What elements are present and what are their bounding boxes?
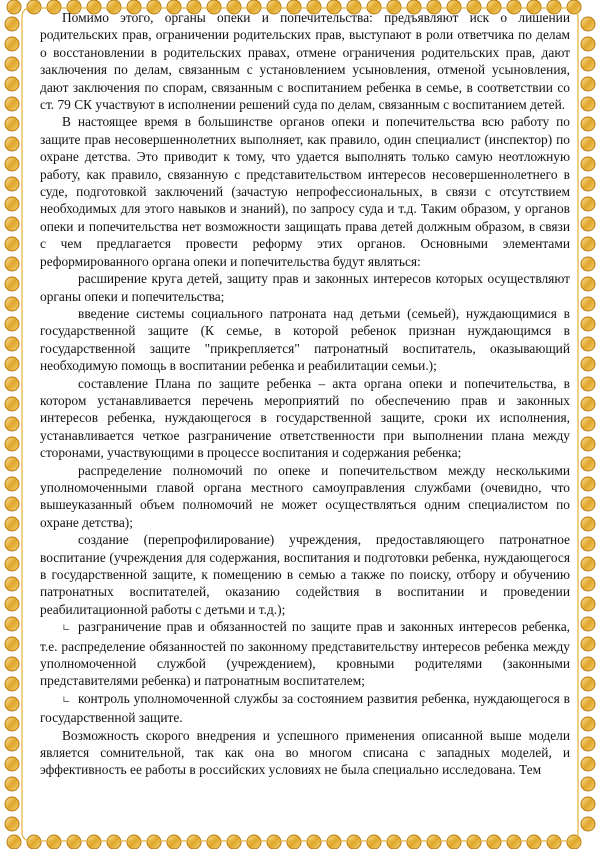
- frame-ornament: [407, 835, 421, 849]
- frame-ornament: [5, 317, 19, 331]
- frame-ornament: [5, 17, 19, 31]
- frame-ornament: [5, 757, 19, 771]
- paragraph-text: введение системы социального патроната над детьми (семьей), нуждающимися в государственной защите (К семье, в которой ребенок признан нуждающимся в государственной защите "прикрепляется" патронатный воспитатель, оказывающий необходимую помощь в воспитании ребенка и реабилитации семьи.);: [40, 305, 570, 374]
- frame-ornament: [5, 57, 19, 71]
- frame-ornament: [5, 257, 19, 271]
- frame-ornament: [5, 177, 19, 191]
- frame-ornament: [7, 0, 21, 14]
- frame-ornament: [5, 377, 19, 391]
- frame-ornament: [5, 417, 19, 431]
- frame-ornament: [5, 197, 19, 211]
- frame-ornament: [347, 835, 361, 849]
- frame-ornament: [5, 537, 19, 551]
- frame-ornament: [467, 835, 481, 849]
- frame-ornament: [167, 835, 181, 849]
- frame-ornament: [581, 477, 595, 491]
- frame-ornament: [447, 835, 461, 849]
- frame-ornament: [581, 797, 595, 811]
- frame-ornament: [581, 397, 595, 411]
- frame-ornament: [581, 517, 595, 531]
- document-body: [40, 9, 570, 779]
- frame-ornament: [581, 777, 595, 791]
- frame-ornament: [67, 835, 81, 849]
- frame-ornament: [5, 737, 19, 751]
- paragraph: [40, 113, 570, 270]
- frame-ornament: [581, 297, 595, 311]
- frame-ornament: [527, 835, 541, 849]
- frame-ornament: [581, 537, 595, 551]
- paragraph-text: расширение круга детей, защиту прав и законных интересов которых осуществляют органы опеки и попечительства;: [40, 271, 570, 304]
- frame-ornament: [5, 617, 19, 631]
- frame-ornament: [5, 597, 19, 611]
- frame-ornament: [581, 277, 595, 291]
- frame-ornament: [5, 137, 19, 151]
- frame-ornament: [5, 797, 19, 811]
- frame-ornament: [581, 437, 595, 451]
- frame-ornament: [127, 835, 141, 849]
- frame-ornament: [227, 835, 241, 849]
- frame-ornament: [7, 835, 21, 849]
- frame-ornament: [107, 835, 121, 849]
- frame-ornament: [581, 757, 595, 771]
- frame-ornament: [581, 97, 595, 111]
- frame-ornament: [5, 237, 19, 251]
- frame-ornament: [581, 17, 595, 31]
- frame-ornament: [5, 277, 19, 291]
- frame-ornament: [581, 37, 595, 51]
- frame-ornament: [147, 835, 161, 849]
- bullet-marker-icon: ∟: [62, 623, 71, 635]
- frame-ornament: [581, 577, 595, 591]
- frame-ornament: [581, 77, 595, 91]
- paragraph-text: Помимо этого, органы опеки и попечительства: предъявляют иск о лишении родительских прав, ограничении родительских прав, выступают в роли ответчика по делам о восстановлении в родительских правах, отмене ограничения родительских прав, дают заключения по делам, связанным с установлением усыновления, отменой усыновления, дают заключения по спорам, связанным с воспитанием ребенка в семье, в соответствии со ст. 79 СК участвуют в исполнении решений суда по делам, связанным с воспитанием детей.: [40, 10, 570, 113]
- frame-ornament: [5, 457, 19, 471]
- frame-ornament: [5, 577, 19, 591]
- frame-ornament: [387, 835, 401, 849]
- frame-ornament: [5, 437, 19, 451]
- frame-ornament: [5, 697, 19, 711]
- frame-ornament: [581, 197, 595, 211]
- frame-ornament: [187, 835, 201, 849]
- frame-ornament: [581, 677, 595, 691]
- frame-ornament: [5, 37, 19, 51]
- frame-ornament: [581, 257, 595, 271]
- frame-ornament: [5, 337, 19, 351]
- list-item: [40, 618, 570, 690]
- frame-ornament: [5, 557, 19, 571]
- paragraph-text: контроль уполномоченной службы за состоянием развития ребенка, нуждающегося в государственной защите.: [40, 690, 570, 726]
- frame-ornament: [27, 0, 41, 14]
- frame-ornament: [307, 835, 321, 849]
- frame-ornament: [5, 497, 19, 511]
- frame-ornament: [581, 497, 595, 511]
- frame-ornament: [47, 835, 61, 849]
- paragraph-text: создание (перепрофилирование) учреждения, предоставляющего патронатное воспитание (учреждения для содержания, воспитания и подготовки ребенка, нуждающегося в государственной защите, к помещению в семью а также по поиску, отбору и обучению патронатных воспитателей, оказанию содействия в воспитании и проведении реабилитационной работы с детьми и т.д.);: [40, 532, 570, 617]
- frame-ornament: [581, 317, 595, 331]
- frame-ornament: [207, 835, 221, 849]
- frame-ornament: [581, 597, 595, 611]
- frame-ornament: [27, 835, 41, 849]
- frame-ornament: [5, 77, 19, 91]
- frame-ornament: [547, 835, 561, 849]
- frame-ornament: [581, 457, 595, 471]
- frame-ornament: [5, 717, 19, 731]
- frame-ornament: [5, 657, 19, 671]
- paragraph-text: составление Плана по защите ребенка – акта органа опеки и попечительства, в котором устанавливается перечень мероприятий по обеспечению прав и законных интересов ребенка, нуждающегося в государственной защите, сроки их исполнения, устанавливается четкое разграничение ответственности при выполнении плана между сторонами, участвующими в процессе воспитания и содержания ребенка;: [40, 375, 570, 461]
- frame-ornament: [5, 517, 19, 531]
- frame-ornament: [5, 157, 19, 171]
- frame-ornament: [5, 117, 19, 131]
- frame-ornament: [581, 697, 595, 711]
- frame-ornament: [5, 297, 19, 311]
- frame-ornament: [581, 137, 595, 151]
- frame-ornament: [581, 337, 595, 351]
- frame-ornament: [581, 377, 595, 391]
- list-item: [40, 305, 570, 375]
- frame-ornament: [581, 557, 595, 571]
- frame-ornament: [5, 97, 19, 111]
- paragraph-text: Возможность скорого внедрения и успешного применения описанной выше модели является сомнительной, так как она во многом списана с западных моделей, и эффективность ее работы в российских условиях не была специально исследована. Тем: [40, 727, 570, 778]
- paragraph-text: В настоящее время в большинстве органов опеки и попечительства всю работу по защите прав несовершеннолетних выполняет, как правило, один специалист (инспектор) по охране детства. Это приводит к тому, что удается выполнять только самую неотложную работу, как правило, связанную с представительством интересов несовершеннолетнего в суде, подготовкой заключений (зачастую непрофессиональных, в связи с отсутствием необходимых для этого навыков и знаний), по запросу суда и т.д. Таким образом, у органов опеки и попечительства нет возможности защищать права детей должным образом, в связи с чем предлагается провести реформу этих органов. Основными элементами реформированного органа опеки и попечительства будут являться:: [40, 114, 570, 269]
- frame-ornament: [581, 817, 595, 831]
- list-item: [40, 690, 570, 727]
- frame-ornament: [5, 397, 19, 411]
- frame-ornament: [581, 217, 595, 231]
- frame-ornament: [581, 717, 595, 731]
- frame-ornament: [327, 835, 341, 849]
- frame-ornament: [581, 117, 595, 131]
- frame-ornament: [5, 477, 19, 491]
- list-item: [40, 270, 570, 305]
- frame-ornament: [5, 217, 19, 231]
- frame-ornament: [581, 657, 595, 671]
- frame-ornament: [581, 417, 595, 431]
- list-item: [40, 531, 570, 618]
- frame-ornament: [581, 617, 595, 631]
- list-item: [40, 462, 570, 532]
- frame-ornament: [507, 835, 521, 849]
- frame-ornament: [247, 835, 261, 849]
- frame-ornament: [581, 357, 595, 371]
- bullet-marker-icon: ∟: [62, 694, 71, 706]
- frame-ornament: [427, 835, 441, 849]
- frame-ornament: [581, 637, 595, 651]
- frame-ornament: [287, 835, 301, 849]
- paragraph: [40, 727, 570, 779]
- frame-ornament: [267, 835, 281, 849]
- frame-ornament: [5, 817, 19, 831]
- frame-ornament: [5, 677, 19, 691]
- list-item: [40, 375, 570, 462]
- frame-ornament: [581, 177, 595, 191]
- frame-ornament: [567, 835, 581, 849]
- frame-ornament: [581, 157, 595, 171]
- paragraph-text: разграничение прав и обязанностей по защите прав и законных интересов ребенка, т.е. распределение обязанностей по законному представительству интересов ребенка между уполномоченной службой (учреждением), кровными родителями (законными представителями ребенка) и патронатным воспитателем;: [40, 619, 570, 689]
- frame-ornament: [5, 357, 19, 371]
- frame-ornament: [5, 637, 19, 651]
- frame-ornament: [487, 835, 501, 849]
- frame-ornament: [367, 835, 381, 849]
- frame-ornament: [581, 737, 595, 751]
- frame-ornament: [87, 835, 101, 849]
- paragraph-text: распределение полномочий по опеке и попечительством между несколькими уполномоченными главой органа местного самоуправления службами (очевидно, что вышеуказанный объем полномочий не может осуществляться одним специалистом по охране детства);: [40, 462, 570, 530]
- frame-ornament: [5, 777, 19, 791]
- frame-ornament: [581, 57, 595, 71]
- paragraph: [40, 9, 570, 113]
- frame-ornament: [581, 237, 595, 251]
